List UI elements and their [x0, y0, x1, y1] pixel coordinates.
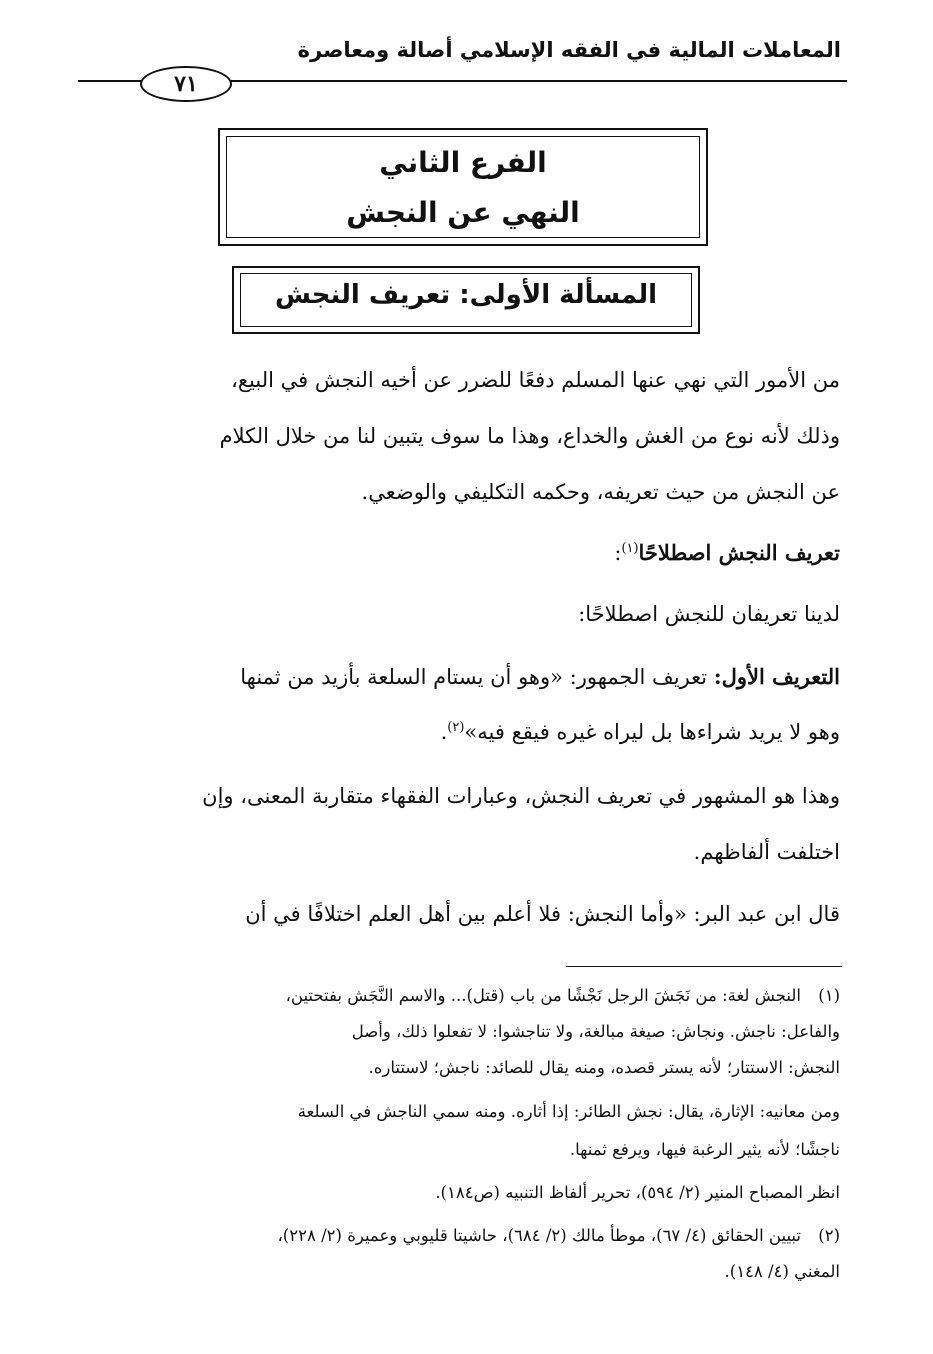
body-line: اختلفت ألفاظهم. [693, 840, 840, 864]
footnote-line: انظر المصباح المنير (٢/ ٥٩٤)، تحرير ألفاظ التنبيه (ص١٨٤). [435, 1183, 840, 1202]
section-title-line1: الفرع الثاني [379, 146, 547, 179]
body-line: وذلك لأنه نوع من الغش والخداع، وهذا ما سوف يتبين لنا من خلال الكلام [219, 424, 840, 448]
issue-title: المسألة الأولى: تعريف النجش [274, 280, 658, 310]
running-title: المعاملات المالية في الفقه الإسلامي أصالة ومعاصرة [297, 38, 841, 62]
footnote-rule [566, 966, 842, 967]
footnote-line: النجش: الاستتار؛ لأنه يستر قصده، ومنه يقال للصائد: ناجش؛ لاستتاره. [368, 1058, 840, 1077]
section-title-line2: النهي عن النجش [346, 196, 580, 229]
footnote-line: والفاعل: ناجش. ونجاش: صيغة مبالغة، ولا تناجشوا: لا تفعلوا ذلك، وأصل [351, 1022, 840, 1041]
first-definition-line [441, 720, 840, 744]
body-line: وهذا هو المشهور في تعريف النجش، وعبارات الفقهاء متقاربة المعنى، وإن [202, 784, 840, 808]
first-definition-text: وهو لا يريد شراءها بل ليراه غيره فيقع فيه» [464, 720, 840, 744]
footnote-ref: (١) [621, 541, 639, 556]
footnote-line: المغني (٤/ ١٤٨). [724, 1262, 840, 1281]
issue-title-box [232, 266, 700, 334]
body-line: قال ابن عبد البر: «وأما النجش: فلا أعلم بين أهل العلم اختلافًا في أن [245, 902, 840, 926]
footnote-line: ومن معانيه: الإثارة، يقال: نجش الطائر: إذا أثاره. ومنه سمي الناجش في السلعة [297, 1102, 840, 1121]
footnote-ref: (٢) [447, 720, 465, 735]
definition-heading [614, 540, 840, 565]
footnote-line: النجش لغة: من نَجَشَ الرجل نَجْشًا من باب (قتل)... والاسم النَّجَش بفتحتين، [285, 986, 801, 1005]
definition-heading-text: تعريف النجش اصطلاحًا [638, 540, 840, 565]
period: . [440, 720, 448, 744]
footnote-number: (١) [818, 986, 840, 1005]
body-line: لدينا تعريفان للنجش اصطلاحًا: [578, 602, 840, 626]
section-title-box [218, 128, 708, 246]
definition-heading-colon: : [614, 541, 622, 565]
first-definition-lead: التعريف الأول: [713, 664, 840, 689]
footnote-line: ناجشًا؛ لأنه يثير الرغبة فيها، ويرفع ثمنها. [569, 1140, 840, 1159]
body-line: عن النجش من حيث تعريفه، وحكمه التكليفي والوضعي. [361, 480, 840, 504]
first-definition-line [240, 664, 840, 689]
page-number: ٧١ [140, 66, 232, 102]
body-line: من الأمور التي نهي عنها المسلم دفعًا للضرر عن أخيه النجش في البيع، [231, 368, 840, 392]
footnote-number: (٢) [818, 1226, 840, 1245]
first-definition-text: تعريف الجمهور: «وهو أن يستام السلعة بأزيد من ثمنها [240, 665, 708, 689]
footnote-line: تبيين الحقائق (٤/ ٦٧)، موطأ مالك (٢/ ٦٨٤)، حاشيتا قليوبي وعميرة (٢/ ٢٢٨)، [277, 1226, 801, 1245]
